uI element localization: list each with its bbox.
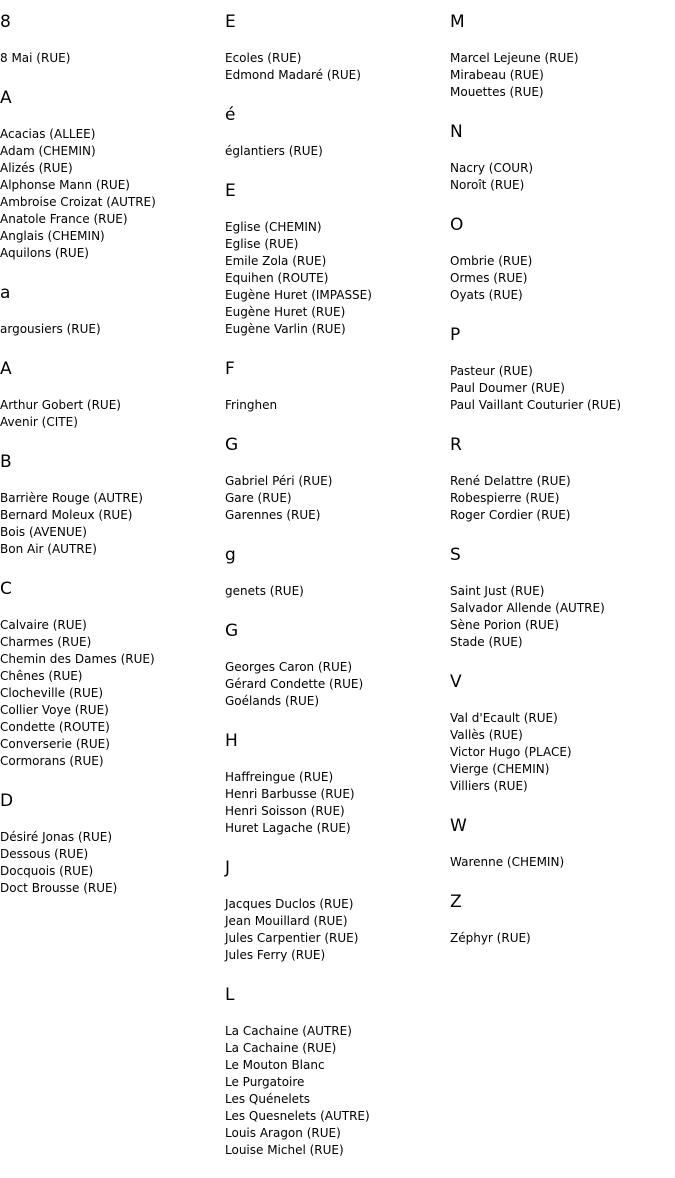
street-link[interactable]: Cormorans (RUE) — [0, 754, 104, 768]
street-link[interactable]: Fringhen — [225, 398, 278, 412]
letter-heading: C — [0, 579, 12, 599]
letter-heading: V — [450, 672, 462, 692]
letter-heading: J — [225, 858, 231, 878]
street-link[interactable]: Ormes (RUE) — [450, 271, 528, 285]
street-link[interactable]: Villiers (RUE) — [450, 779, 528, 793]
letter-heading: G — [225, 435, 239, 455]
letter-section — [0, 10, 222, 67]
letter-heading: g — [225, 545, 236, 565]
street-link[interactable]: Emile Zola (RUE) — [225, 254, 327, 268]
letter-section — [0, 577, 222, 770]
street-index-column-1 — [0, 10, 222, 916]
street-link[interactable]: Henri Soisson (RUE) — [225, 804, 345, 818]
street-link[interactable]: Louise Michel (RUE) — [225, 1143, 344, 1157]
street-link[interactable]: Eglise (CHEMIN) — [225, 220, 322, 234]
street-link[interactable]: Goélands (RUE) — [225, 694, 320, 708]
street-link[interactable]: Nacry (COUR) — [450, 161, 534, 175]
letter-section — [225, 357, 447, 414]
street-link[interactable]: Mouettes (RUE) — [450, 85, 544, 99]
street-link[interactable]: Bon Air (AUTRE) — [0, 542, 97, 556]
street-link[interactable]: Marcel Lejeune (RUE) — [450, 51, 579, 65]
street-link[interactable]: Victor Hugo (PLACE) — [450, 745, 572, 759]
street-link[interactable]: Edmond Madaré (RUE) — [225, 68, 361, 82]
letter-heading: E — [225, 12, 236, 32]
letter-section — [450, 120, 675, 194]
street-link[interactable]: Gare (RUE) — [225, 491, 292, 505]
letter-section — [450, 670, 675, 795]
street-link[interactable]: Henri Barbusse (RUE) — [225, 787, 355, 801]
letter-section — [225, 103, 447, 160]
street-link[interactable]: Vallès (RUE) — [450, 728, 523, 742]
street-link[interactable]: Bernard Moleux (RUE) — [0, 508, 133, 522]
letter-section — [225, 433, 447, 524]
street-link[interactable]: Zéphyr (RUE) — [450, 931, 531, 945]
street-index-column-2 — [225, 10, 447, 1178]
letter-section — [225, 983, 447, 1159]
letter-heading: H — [225, 731, 238, 751]
letter-heading: S — [450, 545, 461, 565]
street-link[interactable]: Bois (AVENUE) — [0, 525, 87, 539]
street-link[interactable]: Paul Vaillant Couturier (RUE) — [450, 398, 622, 412]
letter-section — [0, 789, 222, 897]
street-link[interactable]: genets (RUE) — [225, 584, 304, 598]
letter-heading: Z — [450, 892, 462, 912]
street-link[interactable]: Paul Doumer (RUE) — [450, 381, 565, 395]
street-link[interactable]: Barrière Rouge (AUTRE) — [0, 491, 143, 505]
street-link[interactable]: Alphonse Mann (RUE) — [0, 178, 130, 192]
street-link[interactable]: argousiers (RUE) — [0, 322, 101, 336]
letter-section — [225, 619, 447, 710]
street-link[interactable]: Georges Caron (RUE) — [225, 660, 353, 674]
street-link[interactable]: Arthur Gobert (RUE) — [0, 398, 121, 412]
street-link[interactable]: Le Mouton Blanc — [225, 1058, 325, 1072]
street-link[interactable]: Charmes (RUE) — [0, 635, 92, 649]
street-link[interactable]: Mirabeau (RUE) — [450, 68, 544, 82]
letter-heading: L — [225, 985, 235, 1005]
street-link[interactable]: Les Quénelets — [225, 1092, 311, 1106]
street-link[interactable]: Collier Voye (RUE) — [0, 703, 109, 717]
letter-heading: R — [450, 435, 462, 455]
street-link[interactable]: La Cachaine (AUTRE) — [225, 1024, 352, 1038]
letter-section — [450, 323, 675, 414]
letter-heading: A — [0, 359, 12, 379]
letter-section — [450, 890, 675, 947]
street-index-column-3 — [450, 10, 675, 966]
letter-heading: E — [225, 181, 236, 201]
letter-section — [450, 10, 675, 101]
street-link[interactable]: Gabriel Péri (RUE) — [225, 474, 333, 488]
street-link[interactable]: 8 Mai (RUE) — [0, 51, 71, 65]
street-link[interactable]: Jules Ferry (RUE) — [225, 948, 326, 962]
street-link[interactable]: Les Quesnelets (AUTRE) — [225, 1109, 370, 1123]
street-link[interactable]: Salvador Allende (AUTRE) — [450, 601, 605, 615]
letter-heading: O — [450, 215, 464, 235]
street-link[interactable]: Condette (ROUTE) — [0, 720, 110, 734]
letter-section — [225, 729, 447, 837]
street-link[interactable]: Saint Just (RUE) — [450, 584, 545, 598]
letter-heading: 8 — [0, 12, 11, 32]
letter-section — [225, 10, 447, 84]
street-link[interactable]: Alizés (RUE) — [0, 161, 73, 175]
letter-section — [0, 357, 222, 431]
street-link[interactable]: Haffreingue (RUE) — [225, 770, 334, 784]
street-link[interactable]: Clocheville (RUE) — [0, 686, 104, 700]
street-link[interactable]: Adam (CHEMIN) — [0, 144, 96, 158]
street-link[interactable]: Avenir (CITE) — [0, 415, 78, 429]
street-link[interactable]: Calvaire (RUE) — [0, 618, 87, 632]
street-link[interactable]: La Cachaine (RUE) — [225, 1041, 337, 1055]
street-link[interactable]: Désiré Jonas (RUE) — [0, 830, 113, 844]
street-link[interactable]: Acacias (ALLEE) — [0, 127, 96, 141]
street-link[interactable]: Jules Carpentier (RUE) — [225, 931, 359, 945]
street-link[interactable]: Louis Aragon (RUE) — [225, 1126, 341, 1140]
letter-heading: M — [450, 12, 465, 32]
street-link[interactable]: églantiers (RUE) — [225, 144, 323, 158]
letter-section — [0, 86, 222, 262]
street-link[interactable]: Ecoles (RUE) — [225, 51, 302, 65]
street-link[interactable]: Garennes (RUE) — [225, 508, 321, 522]
letter-heading: F — [225, 359, 235, 379]
letter-heading: B — [0, 452, 12, 472]
letter-heading: N — [450, 122, 463, 142]
street-link[interactable]: Noroît (RUE) — [450, 178, 525, 192]
letter-heading: P — [450, 325, 461, 345]
street-link[interactable]: Converserie (RUE) — [0, 737, 110, 751]
street-link[interactable]: Vierge (CHEMIN) — [450, 762, 550, 776]
letter-section — [225, 179, 447, 338]
street-link[interactable]: Docquois (RUE) — [0, 864, 94, 878]
street-link[interactable]: Chênes (RUE) — [0, 669, 83, 683]
street-link[interactable]: Oyats (RUE) — [450, 288, 523, 302]
street-link[interactable]: Aquilons (RUE) — [0, 246, 89, 260]
street-link[interactable]: Pasteur (RUE) — [450, 364, 533, 378]
letter-section — [225, 543, 447, 600]
letter-heading: A — [0, 88, 12, 108]
letter-heading: é — [225, 105, 236, 125]
street-link[interactable]: Ombrie (RUE) — [450, 254, 533, 268]
letter-heading: a — [0, 283, 11, 303]
letter-section — [225, 856, 447, 964]
letter-section — [450, 543, 675, 651]
street-link[interactable]: Eugène Varlin (RUE) — [225, 322, 346, 336]
street-link[interactable]: Equihen (ROUTE) — [225, 271, 329, 285]
street-link[interactable]: Ambroise Croizat (AUTRE) — [0, 195, 156, 209]
letter-section — [450, 433, 675, 524]
street-link[interactable]: René Delattre (RUE) — [450, 474, 571, 488]
street-link[interactable]: Warenne (CHEMIN) — [450, 855, 565, 869]
street-link[interactable]: Stade (RUE) — [450, 635, 523, 649]
street-link[interactable]: Eugène Huret (RUE) — [225, 305, 346, 319]
street-link[interactable]: Sène Porion (RUE) — [450, 618, 560, 632]
street-link[interactable]: Anglais (CHEMIN) — [0, 229, 105, 243]
letter-section — [0, 450, 222, 558]
street-link[interactable]: Chemin des Dames (RUE) — [0, 652, 155, 666]
letter-heading: G — [225, 621, 239, 641]
street-link[interactable]: Gérard Condette (RUE) — [225, 677, 364, 691]
street-link[interactable]: Le Purgatoire — [225, 1075, 305, 1089]
street-link[interactable]: Anatole France (RUE) — [0, 212, 128, 226]
street-link[interactable]: Dessous (RUE) — [0, 847, 89, 861]
street-link[interactable]: Roger Cordier (RUE) — [450, 508, 571, 522]
letter-section — [0, 281, 222, 338]
street-link[interactable]: Robespierre (RUE) — [450, 491, 560, 505]
street-link[interactable]: Huret Lagache (RUE) — [225, 821, 351, 835]
letter-section — [450, 213, 675, 304]
letter-section — [450, 814, 675, 871]
street-link[interactable]: Eglise (RUE) — [225, 237, 299, 251]
street-link[interactable]: Eugène Huret (IMPASSE) — [225, 288, 372, 302]
street-link[interactable]: Doct Brousse (RUE) — [0, 881, 118, 895]
letter-heading: D — [0, 791, 14, 811]
street-link[interactable]: Jean Mouillard (RUE) — [225, 914, 348, 928]
street-link[interactable]: Jacques Duclos (RUE) — [225, 897, 354, 911]
letter-heading: W — [450, 816, 467, 836]
street-link[interactable]: Val d'Ecault (RUE) — [450, 711, 558, 725]
